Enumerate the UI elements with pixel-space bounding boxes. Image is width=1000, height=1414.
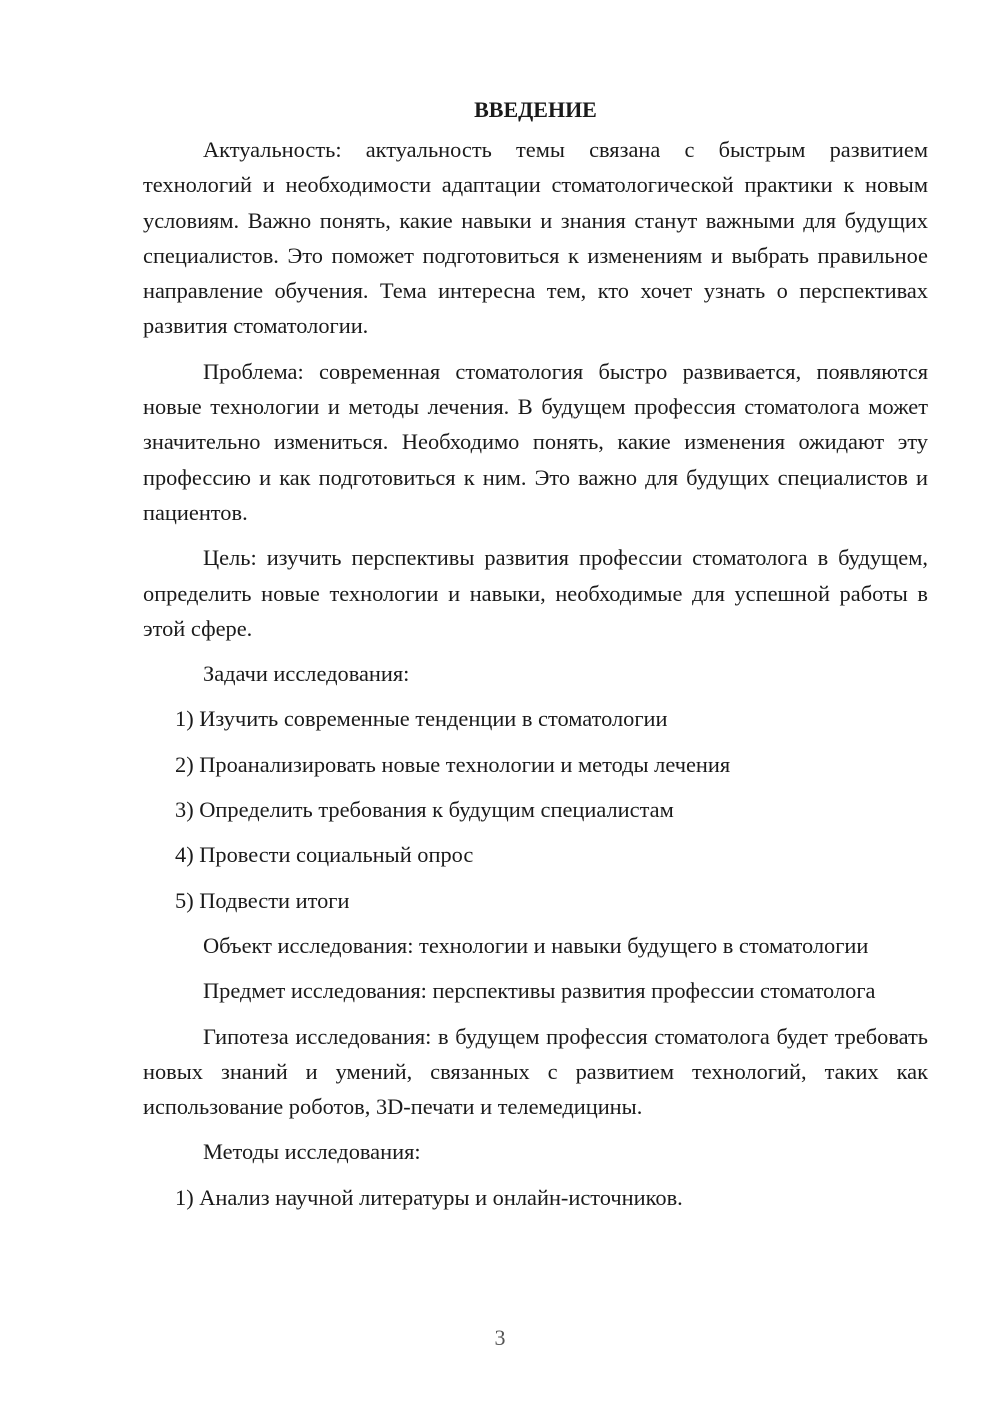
method-item: 1) Анализ научной литературы и онлайн-источников. — [175, 1184, 683, 1210]
page-number: 3 — [494, 1325, 506, 1350]
task-item: 1) Изучить современные тенденции в стоматологии — [175, 706, 668, 732]
problem-paragraph: Проблема: современная стоматология быстро развивается, появляются новые технологии и методы лечения. В будущем профессия стоматолога может значительно измениться. Необходимо понять, какие изменения ожидают эту профессию и как подготовиться к ним. Это важно для будущих специалистов и пациентов. — [143, 358, 928, 525]
methods-heading: Методы исследования: — [203, 1139, 421, 1165]
task-item: 5) Подвести итоги — [175, 887, 350, 913]
task-item: 3) Определить требования к будущим специалистам — [175, 797, 674, 823]
hypothesis-paragraph: Гипотеза исследования: в будущем профессия стоматолога будет требовать новых знаний и умений, связанных с развитием технологий, таких как использование роботов, 3D-печати и телемедицины. — [143, 1023, 928, 1120]
goal-paragraph: Цель: изучить перспективы развития профессии стоматолога в будущем, определить новые технологии и навыки, необходимые для успешной работы в этой сфере. — [143, 545, 928, 641]
task-item: 4) Провести социальный опрос — [175, 842, 474, 868]
tasks-heading: Задачи исследования: — [203, 661, 410, 687]
document-page — [143, 92, 928, 1225]
subject-paragraph: Предмет исследования: перспективы развития профессии стоматолога — [203, 978, 876, 1004]
task-item: 2) Проанализировать новые технологии и методы лечения — [175, 751, 731, 777]
relevance-paragraph: Актуальность: актуальность темы связана с быстрым развитием технологий и необходимости адаптации стоматологической практики к новым условиям. Важно понять, какие навыки и знания станут важными для будущих специалистов. Это поможет подготовиться к изменениям и выбрать правильное направление обучения. Тема интересна тем, кто хочет узнать о перспективах развития стоматологии. — [143, 137, 928, 339]
section-title: ВВЕДЕНИЕ — [474, 97, 597, 122]
object-paragraph: Объект исследования: технологии и навыки будущего в стоматологии — [203, 932, 869, 958]
